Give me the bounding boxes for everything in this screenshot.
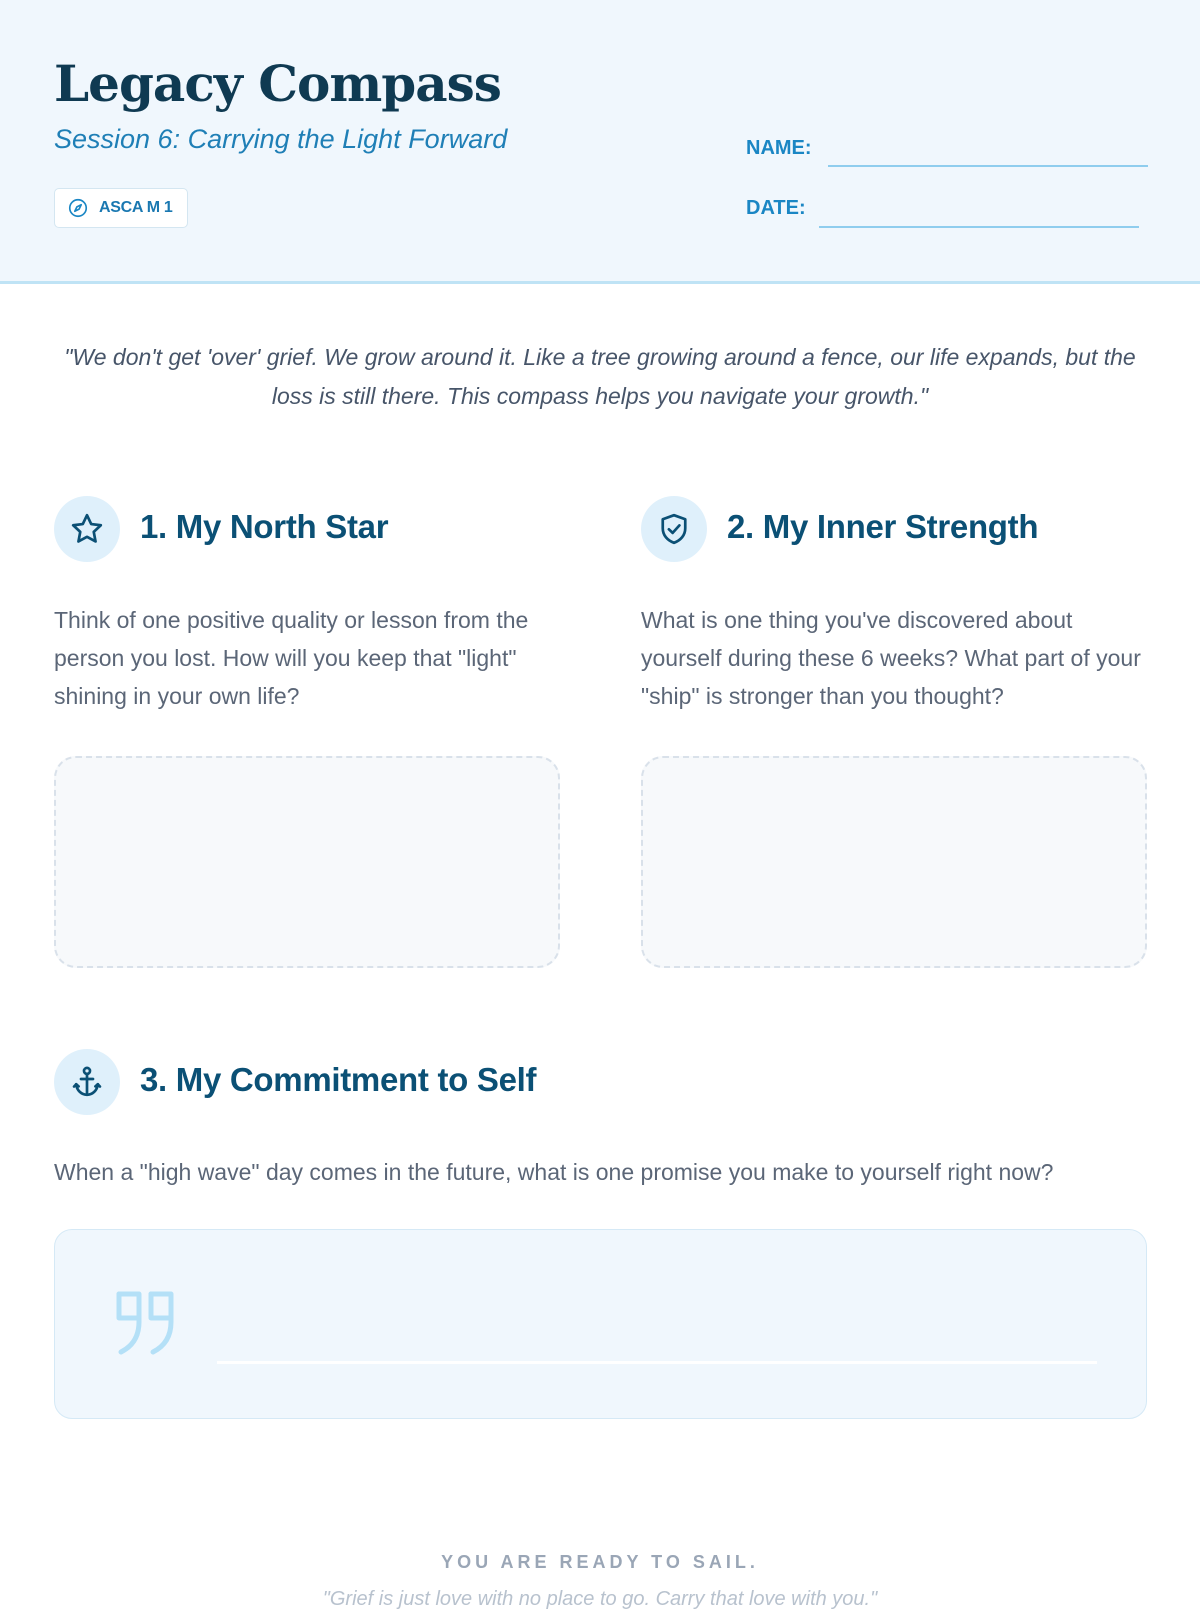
intro-quote: "We don't get 'over' grief. We grow around it. Like a tree growing around a fence, our life expands, but the loss is still there. This compass helps you navigate your growth." bbox=[64, 344, 1136, 409]
badge-label: ASCA M 1 bbox=[99, 199, 173, 216]
page-title: Legacy Compass bbox=[54, 54, 501, 113]
commitment-write-line[interactable] bbox=[217, 1361, 1097, 1364]
anchor-icon bbox=[54, 1049, 120, 1115]
name-label: NAME: bbox=[746, 137, 812, 159]
footer-quote: "Grief is just love with no place to go. Carry that love with you." bbox=[322, 1588, 878, 1610]
page-subtitle: Session 6: Carrying the Light Forward bbox=[54, 124, 508, 154]
date-label: DATE: bbox=[746, 197, 806, 219]
section-heading-north-star: 1. My North Star bbox=[140, 508, 389, 545]
inner-strength-answer-box[interactable] bbox=[641, 756, 1147, 968]
section-prompt-north-star: Think of one positive quality or lesson from the person you lost. How will you keep that "light" shining in your own life? bbox=[54, 607, 529, 709]
quote-icon bbox=[113, 1288, 183, 1358]
date-field[interactable] bbox=[819, 226, 1139, 228]
north-star-answer-box[interactable] bbox=[54, 756, 560, 968]
section-prompt-inner-strength: What is one thing you've discovered about yourself during these 6 weeks? What part of your "ship" is stronger than you thought? bbox=[641, 607, 1141, 709]
section-heading-inner-strength: 2. My Inner Strength bbox=[727, 508, 1039, 545]
program-badge bbox=[54, 188, 188, 228]
commitment-answer-box[interactable] bbox=[54, 1229, 1147, 1419]
star-icon bbox=[54, 496, 120, 562]
section-heading-commitment: 3. My Commitment to Self bbox=[140, 1061, 537, 1098]
footer-cta: YOU ARE READY TO SAIL. bbox=[441, 1552, 759, 1572]
compass-icon bbox=[67, 197, 89, 219]
worksheet-header bbox=[0, 0, 1200, 284]
name-field[interactable] bbox=[828, 165, 1148, 167]
shield-check-icon bbox=[641, 496, 707, 562]
section-prompt-commitment: When a "high wave" day comes in the future, what is one promise you make to yourself right now? bbox=[54, 1159, 1054, 1185]
